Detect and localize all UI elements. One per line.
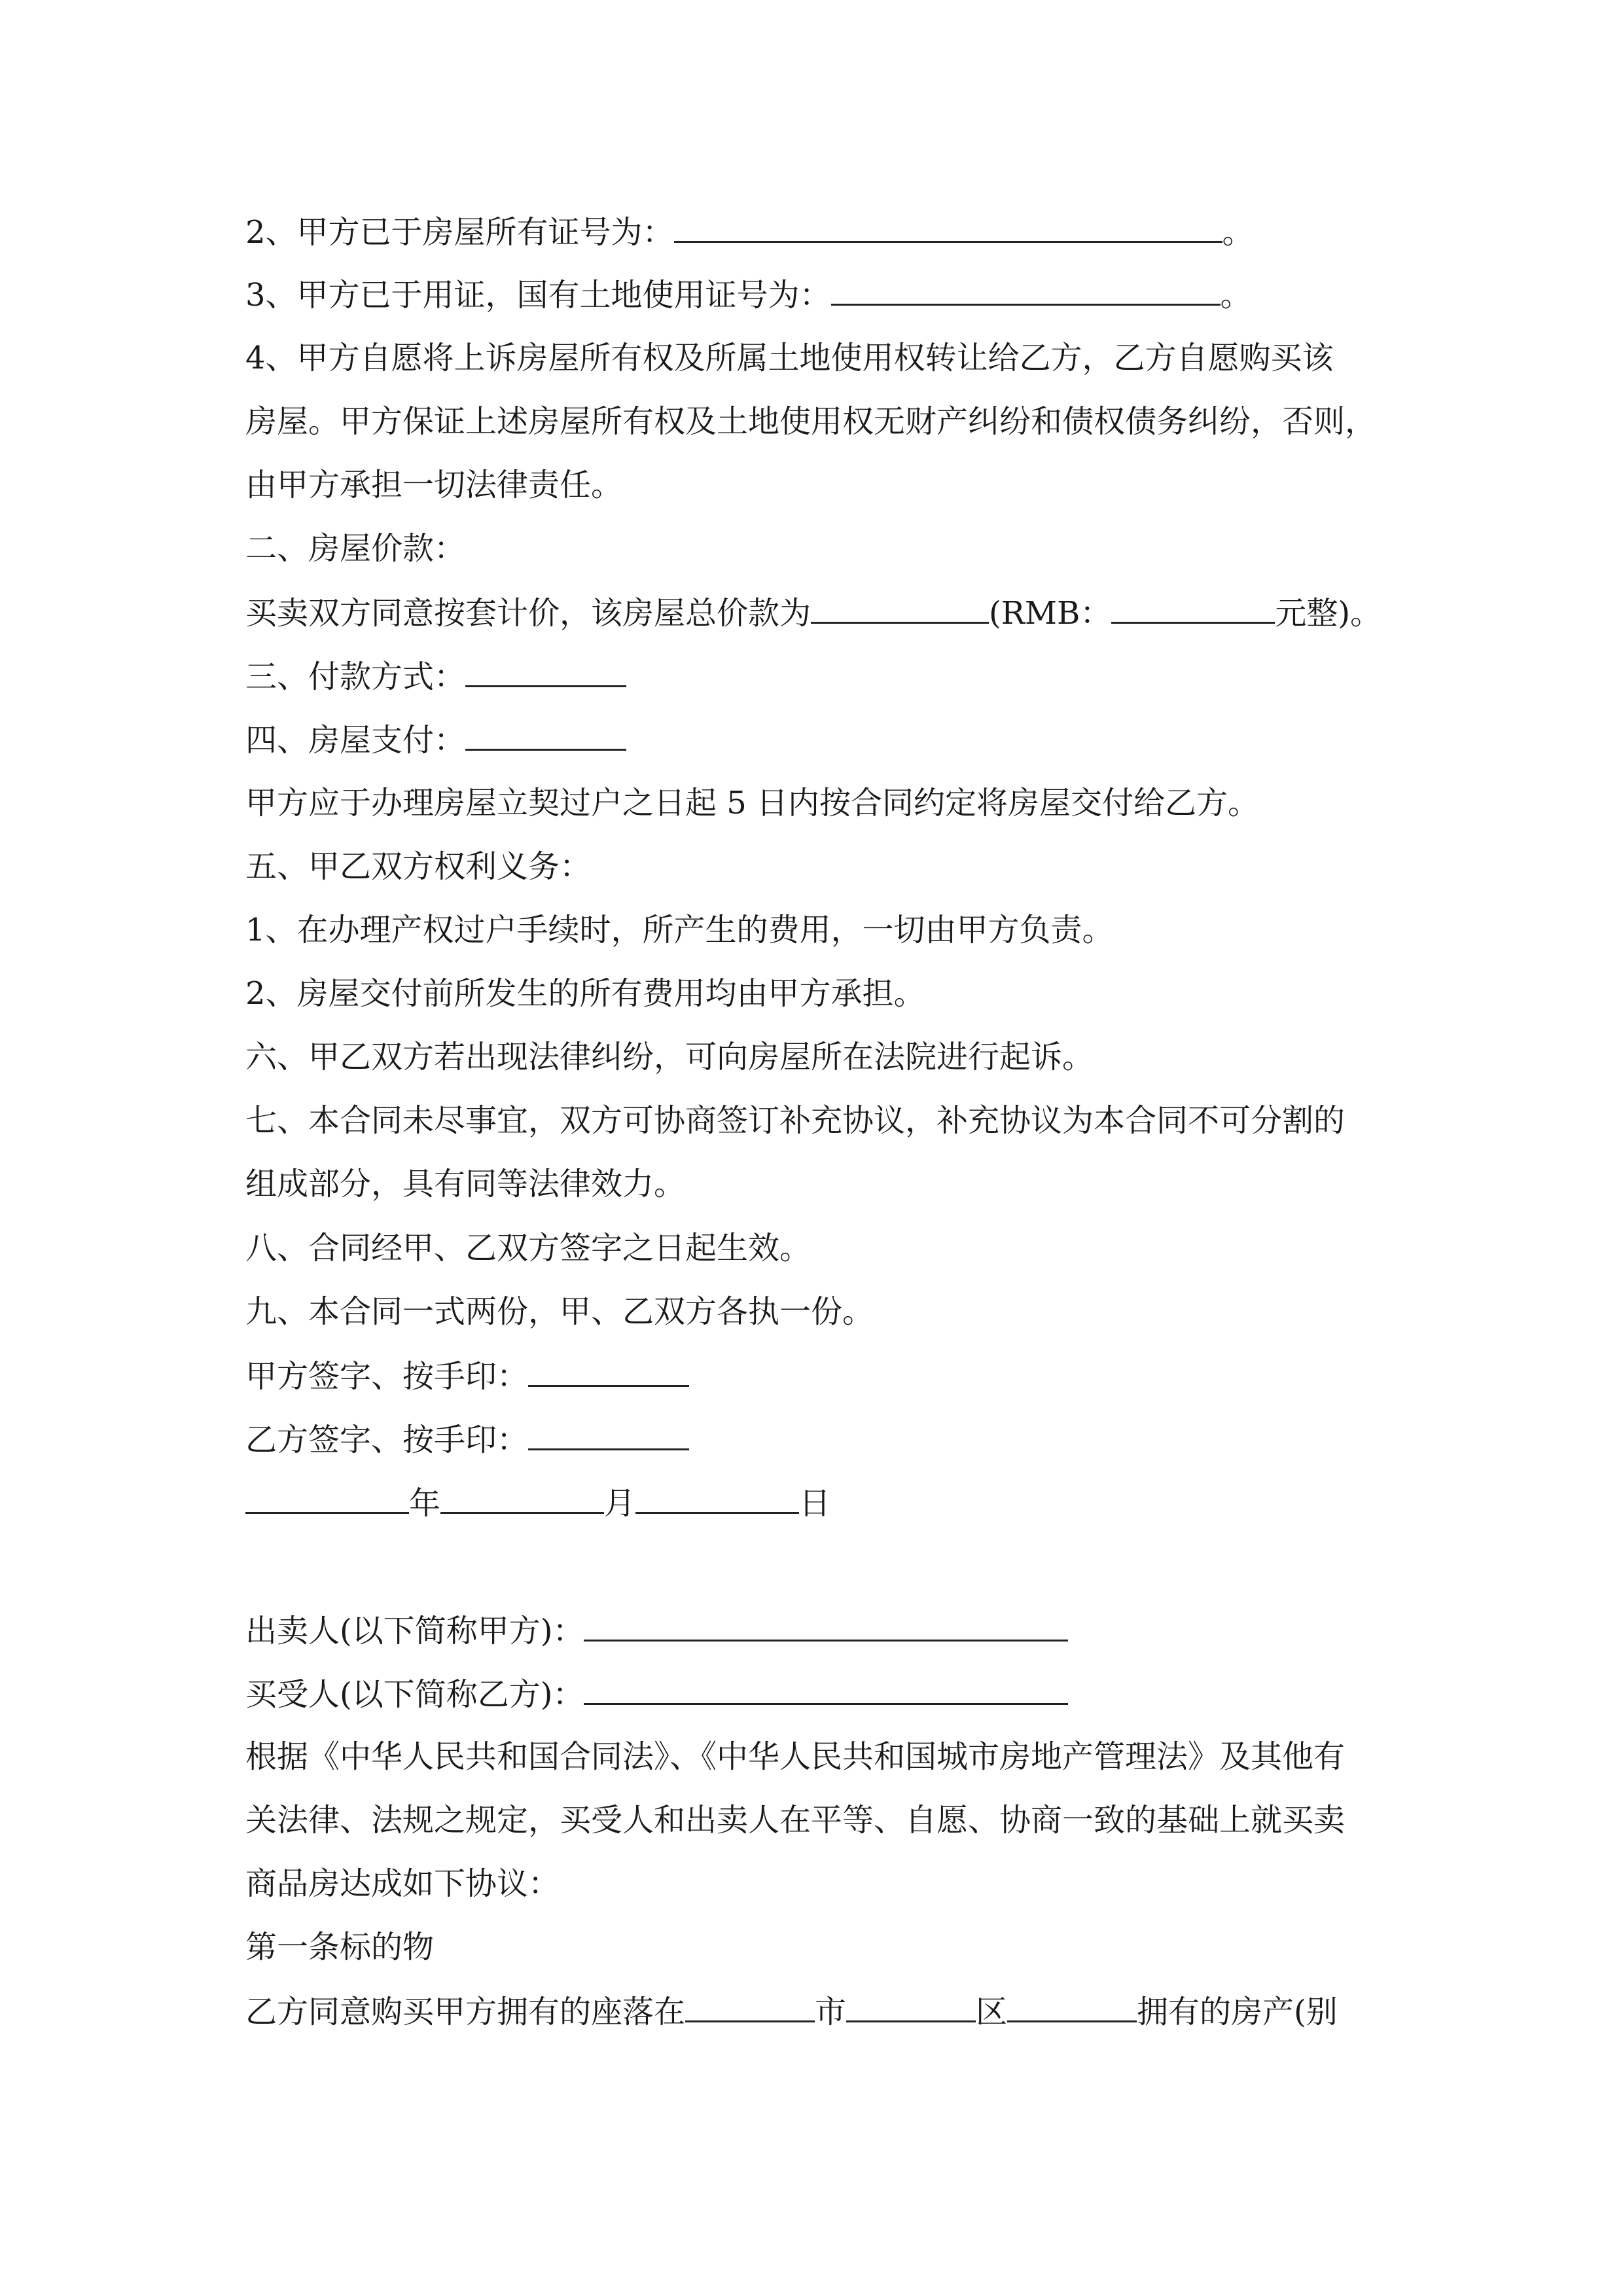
clause-line-5: 由甲方承担一切法律责任。 bbox=[245, 467, 623, 503]
article-line-1: 乙方同意购买甲方拥有的座落在 市 区 拥有的房产(别 bbox=[245, 1990, 1338, 2031]
blank-field[interactable] bbox=[465, 719, 626, 751]
clause-line-4: 房屋。甲方保证上述房屋所有权及土地使用权无财产纠纷和债权债务纠纷，否则， bbox=[245, 403, 1377, 440]
signature-blank[interactable] bbox=[528, 1355, 689, 1387]
seller-blank[interactable] bbox=[584, 1609, 1068, 1641]
blank-field[interactable] bbox=[1111, 592, 1275, 624]
party-a-signature: 甲方签字、按手印： bbox=[245, 1355, 689, 1395]
section-heading: 五、甲乙双方权利义务： bbox=[245, 848, 592, 885]
month-blank[interactable] bbox=[440, 1482, 604, 1514]
district-blank[interactable] bbox=[846, 1990, 976, 2022]
signature-blank[interactable] bbox=[528, 1418, 689, 1450]
clause-line-2: 3、甲方已于用证，国有土地使用证号为： 。 bbox=[245, 274, 1252, 314]
preamble-line-1: 根据《中华人民共和国合同法》、《中华人民共和国城市房地产管理法》及其他有 bbox=[245, 1738, 1346, 1775]
day-blank[interactable] bbox=[635, 1482, 799, 1514]
clause-line-1: 2、甲方已于房屋所有证号为： 。 bbox=[245, 211, 1254, 251]
party-b-signature: 乙方签字、按手印： bbox=[245, 1418, 689, 1459]
section-heading: 四、房屋支付： bbox=[245, 719, 626, 759]
preamble-line-3: 商品房达成如下协议： bbox=[245, 1865, 560, 1902]
city-blank[interactable] bbox=[685, 1990, 815, 2022]
blank-field[interactable] bbox=[811, 592, 989, 624]
buyer-blank[interactable] bbox=[584, 1673, 1068, 1705]
blank-field[interactable] bbox=[831, 274, 1221, 306]
clause-line-3: 4、甲方自愿将上诉房屋所有权及所属土地使用权转让给乙方，乙方自愿购买该 bbox=[245, 340, 1334, 376]
seller-line: 出卖人(以下简称甲方)： bbox=[245, 1609, 1068, 1650]
blank-field[interactable] bbox=[465, 655, 626, 687]
location-blank[interactable] bbox=[1007, 1990, 1137, 2022]
clause-line-9: 2、房屋交付前所发生的所有费用均由甲方承担。 bbox=[245, 975, 925, 1012]
year-blank[interactable] bbox=[245, 1482, 409, 1514]
clause-line-8: 1、在办理产权过户手续时，所产生的费用，一切由甲方负责。 bbox=[245, 912, 1114, 948]
article-heading: 第一条标的物 bbox=[245, 1929, 435, 1965]
section-heading: 九、本合同一式两份，甲、乙双方各执一份。 bbox=[245, 1293, 874, 1330]
section-heading: 六、甲乙双方若出现法律纠纷，可向房屋所在法院进行起诉。 bbox=[245, 1039, 1094, 1075]
date-line: 年 月 日 bbox=[245, 1482, 830, 1522]
preamble-line-2: 关法律、法规之规定，买受人和出卖人在平等、自愿、协商一致的基础上就买卖 bbox=[245, 1802, 1346, 1839]
clause-line-6: 买卖双方同意按套计价，该房屋总价款为 (RMB： 元整)。 bbox=[245, 592, 1382, 632]
section-heading: 七、本合同未尽事宜，双方可协商签订补充协议，补充协议为本合同不可分割的 bbox=[245, 1102, 1346, 1139]
clause-line-7: 甲方应于办理房屋立契过户之日起 5 日内按合同约定将房屋交付给乙方。 bbox=[245, 785, 1260, 821]
section-heading: 三、付款方式： bbox=[245, 655, 626, 696]
section-heading: 八、合同经甲、乙双方签字之日起生效。 bbox=[245, 1230, 812, 1266]
section-heading: 二、房屋价款： bbox=[245, 530, 466, 567]
blank-field[interactable] bbox=[674, 211, 1222, 243]
clause-line-10: 组成部分，具有同等法律效力。 bbox=[245, 1166, 686, 1202]
buyer-line: 买受人(以下简称乙方)： bbox=[245, 1673, 1068, 1713]
